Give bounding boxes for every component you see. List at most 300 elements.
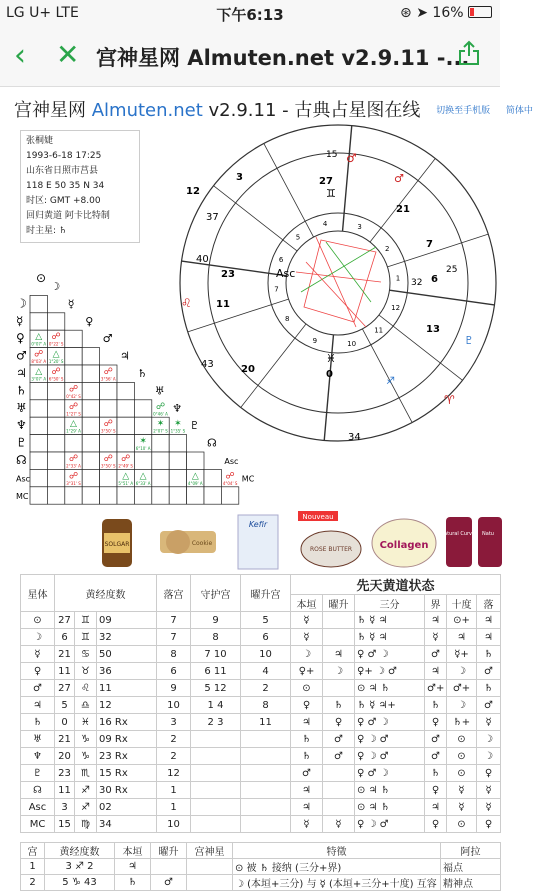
chart-label-asc-left: Asc bbox=[276, 267, 296, 280]
th-house: 落宫 bbox=[157, 575, 191, 612]
table-cell: ♂ bbox=[21, 680, 55, 697]
table-cell bbox=[191, 748, 241, 765]
grid-cell bbox=[100, 435, 117, 452]
site-subtitle: v2.9.11 - 古典占星图在线 bbox=[202, 100, 421, 121]
table-cell: ☽ (本垣+三分) 与 ☿ (本垣+三分+十度) 互容 bbox=[233, 875, 441, 891]
table-row bbox=[21, 680, 501, 697]
table-cell bbox=[191, 782, 241, 799]
grid-cell bbox=[100, 400, 117, 417]
grid-cell bbox=[30, 313, 47, 330]
chart-deg-11: 11 bbox=[216, 299, 230, 310]
aspect-orb: 0°46' A bbox=[153, 411, 168, 417]
table-cell bbox=[191, 799, 241, 816]
grid-cell bbox=[30, 435, 47, 452]
table-cell: 11 bbox=[97, 680, 157, 697]
table-cell: ☿+ bbox=[447, 646, 477, 663]
status-bar bbox=[0, 0, 500, 28]
table-cell: 02 bbox=[97, 799, 157, 816]
table-cell: ☿ bbox=[425, 629, 447, 646]
house-number: 4 bbox=[322, 220, 328, 229]
grid-cell bbox=[82, 400, 99, 417]
table-cell: ♍ bbox=[75, 816, 97, 833]
aspect-glyph: ☍ bbox=[51, 367, 61, 377]
table-cell: 34 bbox=[97, 816, 157, 833]
chart-deg-34: 34 bbox=[348, 432, 361, 443]
product-solgar-label: SOLGAR bbox=[104, 541, 130, 548]
grid-cell bbox=[221, 487, 238, 504]
table-cell: ♃ bbox=[291, 782, 323, 799]
th2-exaltation: 曜升 bbox=[151, 843, 187, 859]
info-datetime: 1993-6-18 17:25 bbox=[26, 151, 102, 161]
table-cell: 12 bbox=[157, 765, 191, 782]
table-cell: ⊙ bbox=[291, 680, 323, 697]
aspect-glyph: ✶ bbox=[174, 419, 182, 430]
grid-cell bbox=[82, 348, 99, 365]
table-cell: ♃ bbox=[477, 629, 501, 646]
table-cell: ♄ bbox=[425, 697, 447, 714]
aspect-glyph: ☍ bbox=[225, 471, 235, 482]
grid-cell bbox=[82, 452, 99, 469]
info-system: 回归黄道 阿卡比特制 bbox=[26, 211, 110, 221]
table-cell: 11 bbox=[241, 714, 291, 731]
house-number: 1 bbox=[395, 274, 401, 283]
table-cell: ♀ ☽ ♂ bbox=[355, 731, 425, 748]
table-cell bbox=[241, 782, 291, 799]
table-cell: ♀ bbox=[425, 782, 447, 799]
table-cell: 福点 bbox=[441, 859, 501, 875]
grid-symbol-6: ♄ bbox=[16, 383, 27, 398]
table-cell: ♂+ bbox=[425, 680, 447, 697]
chart-gemini-icon: ♊ bbox=[326, 187, 336, 200]
table-cell: ♂ bbox=[323, 731, 355, 748]
table-cell: ♑ bbox=[75, 731, 97, 748]
table-cell: ♂ bbox=[477, 663, 501, 680]
aspect-orb: 2°33' A bbox=[66, 463, 81, 469]
table-cell: ♃ bbox=[291, 799, 323, 816]
grid-cell bbox=[47, 313, 64, 330]
back-icon[interactable]: ‹ bbox=[14, 38, 26, 73]
grid-diag-symbol-1: ☽ bbox=[50, 280, 61, 293]
grid-symbol-2: ☿ bbox=[16, 313, 24, 328]
grid-cell bbox=[82, 382, 99, 399]
grid-cell bbox=[30, 487, 47, 504]
th-exaltation: 曜升 bbox=[323, 595, 355, 612]
grid-cell bbox=[134, 400, 151, 417]
table-cell: 20 bbox=[55, 748, 75, 765]
table-cell: ☿ bbox=[447, 782, 477, 799]
aspect-orb: 3°07' A bbox=[31, 376, 47, 382]
grid-cell bbox=[82, 365, 99, 382]
table-cell: ♄ bbox=[291, 748, 323, 765]
grid-cell bbox=[82, 417, 99, 434]
table-row bbox=[21, 697, 501, 714]
table-cell: ♆ bbox=[21, 748, 55, 765]
battery-icon bbox=[468, 6, 492, 18]
house-number: 2 bbox=[384, 245, 390, 254]
table-cell: 10 bbox=[157, 697, 191, 714]
grid-cell bbox=[47, 435, 64, 452]
aspect-orb: 2°07' S bbox=[153, 428, 168, 434]
aspect-orb: 3°31' S bbox=[66, 480, 81, 486]
info-name: 张桐婕 bbox=[26, 136, 54, 146]
grid-cell bbox=[47, 469, 64, 486]
grid-cell bbox=[152, 469, 169, 486]
language-link[interactable]: 简体中 bbox=[505, 106, 533, 116]
grid-cell bbox=[169, 469, 186, 486]
grid-symbol-3: ♀ bbox=[16, 331, 25, 346]
table-cell: 21 bbox=[55, 646, 75, 663]
aspect-orb: 0°07' A bbox=[31, 341, 47, 347]
table-cell bbox=[241, 748, 291, 765]
product-collagen-label: Collagen bbox=[379, 540, 429, 551]
aspect-glyph: △ bbox=[35, 332, 43, 343]
table-cell: ♄ bbox=[21, 714, 55, 731]
product-kefir[interactable] bbox=[228, 511, 288, 571]
share-icon[interactable] bbox=[458, 40, 480, 66]
table-cell: 50 bbox=[97, 646, 157, 663]
th-planet: 星体 bbox=[21, 575, 55, 612]
chart-mars-icon: ♂ bbox=[346, 151, 357, 165]
th2-almuten: 宫神星 bbox=[187, 843, 233, 859]
table-cell: 5 bbox=[55, 697, 75, 714]
table-cell: 5 bbox=[241, 612, 291, 629]
table-cell: 8 bbox=[157, 646, 191, 663]
grid-cell bbox=[117, 382, 134, 399]
grid-cell bbox=[47, 400, 64, 417]
table-cell: 10 bbox=[241, 646, 291, 663]
table-cell: 10 bbox=[157, 816, 191, 833]
table-cell: ♄ bbox=[477, 680, 501, 697]
table-cell: ☿ bbox=[477, 782, 501, 799]
aspect-glyph: ☍ bbox=[68, 454, 79, 464]
grid-cell bbox=[47, 452, 64, 469]
chart-mars2-icon: ♂ bbox=[394, 172, 404, 185]
th-decan: 十度 bbox=[447, 595, 477, 612]
grid-diag-symbol-11: Asc bbox=[224, 457, 239, 466]
grid-diag-symbol-7: ♅ bbox=[154, 384, 165, 398]
th-exalt-house: 曜升宫 bbox=[241, 575, 291, 612]
aspect-glyph: ✶ bbox=[139, 436, 147, 447]
table-cell: 1 4 bbox=[191, 697, 241, 714]
table-cell: ♀ ♂ ☽ bbox=[355, 714, 425, 731]
table-cell: 7 bbox=[157, 629, 191, 646]
natal-chart-wheel[interactable] bbox=[176, 122, 500, 444]
product-rose-butter[interactable] bbox=[298, 511, 358, 571]
table-row bbox=[21, 629, 501, 646]
table-cell: 1 bbox=[21, 859, 45, 875]
table-cell: ♃ bbox=[425, 612, 447, 629]
product-solgar[interactable] bbox=[88, 511, 148, 571]
grid-cell bbox=[30, 452, 47, 469]
table-cell: ♂ bbox=[425, 748, 447, 765]
chart-deg-6: 6 bbox=[431, 274, 438, 285]
table-cell: ♄ bbox=[323, 697, 355, 714]
table-cell: 09 bbox=[97, 612, 157, 629]
table-row bbox=[21, 714, 501, 731]
grid-diag-symbol-4: ♂ bbox=[102, 332, 113, 346]
grid-cell bbox=[65, 487, 82, 504]
table-cell: ☽ bbox=[477, 731, 501, 748]
aspect-glyph: ☍ bbox=[68, 471, 79, 482]
grid-symbol-7: ♅ bbox=[16, 400, 27, 415]
aspect-glyph: ☍ bbox=[68, 401, 79, 412]
table-cell: ♐ bbox=[75, 799, 97, 816]
aspect-orb: 5°51' A bbox=[118, 480, 134, 486]
table-cell: ♀ bbox=[323, 714, 355, 731]
table-cell: 7 10 bbox=[191, 646, 241, 663]
grid-cell bbox=[117, 487, 134, 504]
grid-cell bbox=[187, 487, 204, 504]
aspect-glyph: △ bbox=[139, 471, 147, 482]
product-extra[interactable] bbox=[476, 511, 500, 571]
grid-symbol-8: ♆ bbox=[16, 418, 27, 433]
table-row bbox=[21, 731, 501, 748]
aspect-orb: 1°20' S bbox=[48, 359, 64, 365]
table-cell: 2 3 bbox=[191, 714, 241, 731]
info-timezone: 时区: GMT +8.00 bbox=[26, 196, 101, 206]
table-row bbox=[21, 612, 501, 629]
grid-symbol-10: ☊ bbox=[16, 453, 27, 467]
table-cell: ☽ bbox=[447, 697, 477, 714]
table-cell: 11 bbox=[55, 782, 75, 799]
aspect-glyph: ☍ bbox=[68, 384, 79, 395]
aspect-orb: 8°03' A bbox=[31, 359, 47, 365]
chart-deg-37: 37 bbox=[206, 212, 219, 223]
chart-pluto-icon: ♇ bbox=[464, 334, 474, 347]
table-cell: 27 bbox=[55, 612, 75, 629]
chart-deg-21: 21 bbox=[396, 204, 410, 215]
table-cell: 23 bbox=[55, 765, 75, 782]
chart-deg-7: 7 bbox=[426, 239, 433, 250]
table-cell: 3 bbox=[55, 799, 75, 816]
table-cell: ♄ bbox=[477, 646, 501, 663]
table-cell: ☿ bbox=[291, 816, 323, 833]
table-cell: ♄ ☿ ♃ bbox=[355, 612, 425, 629]
carrier-label: LG U+ LTE bbox=[6, 5, 79, 21]
close-icon[interactable]: ✕ bbox=[56, 38, 80, 71]
product-cookie-label: Cookie bbox=[191, 540, 213, 547]
table-cell: 3 bbox=[157, 714, 191, 731]
th-domicile: 本垣 bbox=[291, 595, 323, 612]
table-cell bbox=[191, 765, 241, 782]
aspect-glyph: △ bbox=[52, 349, 60, 360]
table-cell: 8 bbox=[191, 629, 241, 646]
grid-symbol-0: ⊙ bbox=[36, 271, 47, 285]
table-cell: ♃ bbox=[425, 799, 447, 816]
table-cell: ⊙ bbox=[21, 612, 55, 629]
grid-cell bbox=[152, 452, 169, 469]
table-cell: ♂ bbox=[477, 697, 501, 714]
table-cell: ♂ bbox=[291, 765, 323, 782]
table-cell: ♀ bbox=[477, 765, 501, 782]
grid-cell bbox=[30, 382, 47, 399]
chart-pisces-icon: ♓ bbox=[326, 352, 336, 365]
grid-cell bbox=[100, 487, 117, 504]
table-cell: ⊙ ♃ ♄ bbox=[355, 782, 425, 799]
chart-deg-20: 20 bbox=[241, 364, 255, 375]
grid-cell bbox=[30, 295, 47, 312]
table-cell: 11 bbox=[55, 663, 75, 680]
th-term: 界 bbox=[425, 595, 447, 612]
aspect-glyph: ☍ bbox=[103, 419, 113, 430]
chart-leo-icon: ♌ bbox=[181, 296, 192, 310]
battery-percent: 16% bbox=[432, 5, 464, 21]
table-cell: 7 bbox=[157, 612, 191, 629]
aspect-glyph: ☍ bbox=[121, 454, 131, 464]
info-hour-ruler: 时主星: ♄ bbox=[26, 226, 67, 236]
product-cookie[interactable] bbox=[158, 511, 218, 571]
th2-lots: 阿拉 bbox=[441, 843, 501, 859]
grid-cell bbox=[30, 469, 47, 486]
table-cell: 23 Rx bbox=[97, 748, 157, 765]
table-cell: Asc bbox=[21, 799, 55, 816]
table-cell: ♃ bbox=[425, 663, 447, 680]
location-icon: ➤ bbox=[416, 5, 428, 21]
table-cell: ♀+ bbox=[291, 663, 323, 680]
switch-mobile-link[interactable]: 切换至手机版 bbox=[436, 106, 491, 116]
chart-deg-12: 12 bbox=[186, 186, 200, 197]
th-triplicity: 三分 bbox=[355, 595, 425, 612]
table-cell: ♂ bbox=[323, 748, 355, 765]
table-cell: ♅ bbox=[21, 731, 55, 748]
house-number: 6 bbox=[278, 256, 284, 265]
table-cell: ☽ bbox=[447, 663, 477, 680]
aspect-glyph: △ bbox=[70, 419, 77, 430]
table-cell: 3 ♐ 2 bbox=[45, 859, 115, 875]
lock-rotation-icon: ⊛ bbox=[400, 5, 412, 21]
grid-cell bbox=[30, 400, 47, 417]
table-cell: 5 12 bbox=[191, 680, 241, 697]
table-cell: ☿ bbox=[291, 629, 323, 646]
table-cell: ♀ ♂ ☽ bbox=[355, 765, 425, 782]
th-essential-dignity: 先天黄道状态 bbox=[291, 575, 501, 595]
table-cell: 4 bbox=[241, 663, 291, 680]
table-cell: ♀ bbox=[425, 816, 447, 833]
table-cell: ☽ bbox=[21, 629, 55, 646]
th-fall: 落 bbox=[477, 595, 501, 612]
th2-longitude: 黄经度数 bbox=[45, 843, 115, 859]
table-cell: ♀ ♂ ☽ bbox=[355, 646, 425, 663]
house-number: 8 bbox=[285, 314, 290, 323]
grid-cell bbox=[134, 487, 151, 504]
table-cell: ♇ bbox=[21, 765, 55, 782]
table-cell: ♑ bbox=[75, 748, 97, 765]
chart-deg-13: 13 bbox=[426, 324, 440, 335]
grid-symbol-1: ☽ bbox=[16, 296, 27, 311]
table-cell: ♏ bbox=[75, 765, 97, 782]
table-cell: 1 bbox=[157, 799, 191, 816]
grid-cell bbox=[100, 469, 117, 486]
house-label-10: 15 bbox=[326, 150, 338, 160]
chart-deg-32: 32 bbox=[411, 278, 423, 288]
aspect-orb: 3°56' A bbox=[100, 376, 116, 382]
chart-deg-0: 0 bbox=[326, 369, 333, 380]
table-cell bbox=[191, 816, 241, 833]
house-number: 12 bbox=[391, 303, 401, 312]
table-cell: ♄ ☿ ♃ bbox=[355, 629, 425, 646]
table-cell: ⊙ bbox=[447, 748, 477, 765]
table-cell: 1 bbox=[157, 782, 191, 799]
table-row bbox=[21, 765, 501, 782]
grid-symbol-9: ♇ bbox=[16, 435, 27, 450]
aspect-glyph: △ bbox=[122, 471, 130, 482]
grid-symbol-5: ♃ bbox=[16, 366, 27, 380]
chart-deg-40: 40 bbox=[196, 254, 209, 265]
product-collagen[interactable] bbox=[370, 511, 430, 571]
table-cell: 5 ♑ 43 bbox=[45, 875, 115, 891]
table-cell: 6 bbox=[241, 629, 291, 646]
table-cell bbox=[187, 875, 233, 891]
table-cell: 2 bbox=[241, 680, 291, 697]
table-cell: ⊙ bbox=[447, 816, 477, 833]
table-cell: ♊ bbox=[75, 612, 97, 629]
house-table bbox=[20, 842, 501, 891]
house-number: 5 bbox=[295, 233, 301, 242]
table-cell: 0 bbox=[55, 714, 75, 731]
table-cell bbox=[323, 612, 355, 629]
table-cell: ♉ bbox=[75, 663, 97, 680]
table-cell: 32 bbox=[97, 629, 157, 646]
table-cell: ☽ bbox=[477, 748, 501, 765]
table-cell: 9 bbox=[157, 680, 191, 697]
th-longitude: 黄经度数 bbox=[55, 575, 157, 612]
aspect-orb: 2°49' S bbox=[118, 463, 133, 469]
grid-diag-symbol-5: ♃ bbox=[120, 349, 130, 363]
grid-cell bbox=[117, 435, 134, 452]
table-cell bbox=[323, 782, 355, 799]
aspect-glyph: ✶ bbox=[156, 419, 165, 430]
product-ad-strip[interactable] bbox=[78, 511, 500, 573]
table-cell: 2 bbox=[157, 731, 191, 748]
table-cell: ⊙+ bbox=[447, 612, 477, 629]
th2-features: 特徵 bbox=[233, 843, 441, 859]
aspect-orb: 1°35' S bbox=[170, 428, 186, 434]
grid-cell bbox=[47, 382, 64, 399]
grid-diag-symbol-9: ♇ bbox=[189, 419, 200, 433]
chart-sagittarius-icon: ♐ bbox=[386, 376, 395, 387]
table-cell bbox=[241, 816, 291, 833]
chart-deg-3: 3 bbox=[236, 172, 243, 183]
site-link[interactable]: Almuten.net bbox=[91, 100, 203, 121]
table-cell: ♄+ bbox=[447, 714, 477, 731]
grid-cell bbox=[117, 400, 134, 417]
grid-cell bbox=[187, 452, 204, 469]
table-cell bbox=[241, 799, 291, 816]
table-cell: ☿ bbox=[447, 799, 477, 816]
table-cell: 27 bbox=[55, 680, 75, 697]
aspect-orb: 6°33' A bbox=[135, 480, 151, 486]
table-cell bbox=[323, 799, 355, 816]
chart-deg-43: 43 bbox=[201, 359, 214, 370]
house-number: 9 bbox=[312, 336, 318, 345]
table-cell: 精神点 bbox=[441, 875, 501, 891]
info-place: 山东省日照市莒县 bbox=[26, 166, 99, 176]
birth-info-box bbox=[20, 130, 140, 243]
table-cell bbox=[323, 629, 355, 646]
table-cell: ☽ bbox=[323, 663, 355, 680]
grid-cell bbox=[169, 452, 186, 469]
table-cell: ♂ bbox=[425, 646, 447, 663]
aspect-orb: 4°09' A bbox=[187, 480, 203, 486]
info-coords: 118 E 50 35 N 34 bbox=[26, 181, 105, 191]
table-cell: 21 bbox=[55, 731, 75, 748]
aspect-glyph: ☍ bbox=[34, 349, 44, 360]
aspect-orb: 1°27' S bbox=[66, 411, 81, 417]
grid-cell bbox=[65, 330, 82, 347]
table-cell: 2 bbox=[157, 748, 191, 765]
grid-diag-symbol-6: ♄ bbox=[137, 367, 148, 380]
table-cell: 15 Rx bbox=[97, 765, 157, 782]
